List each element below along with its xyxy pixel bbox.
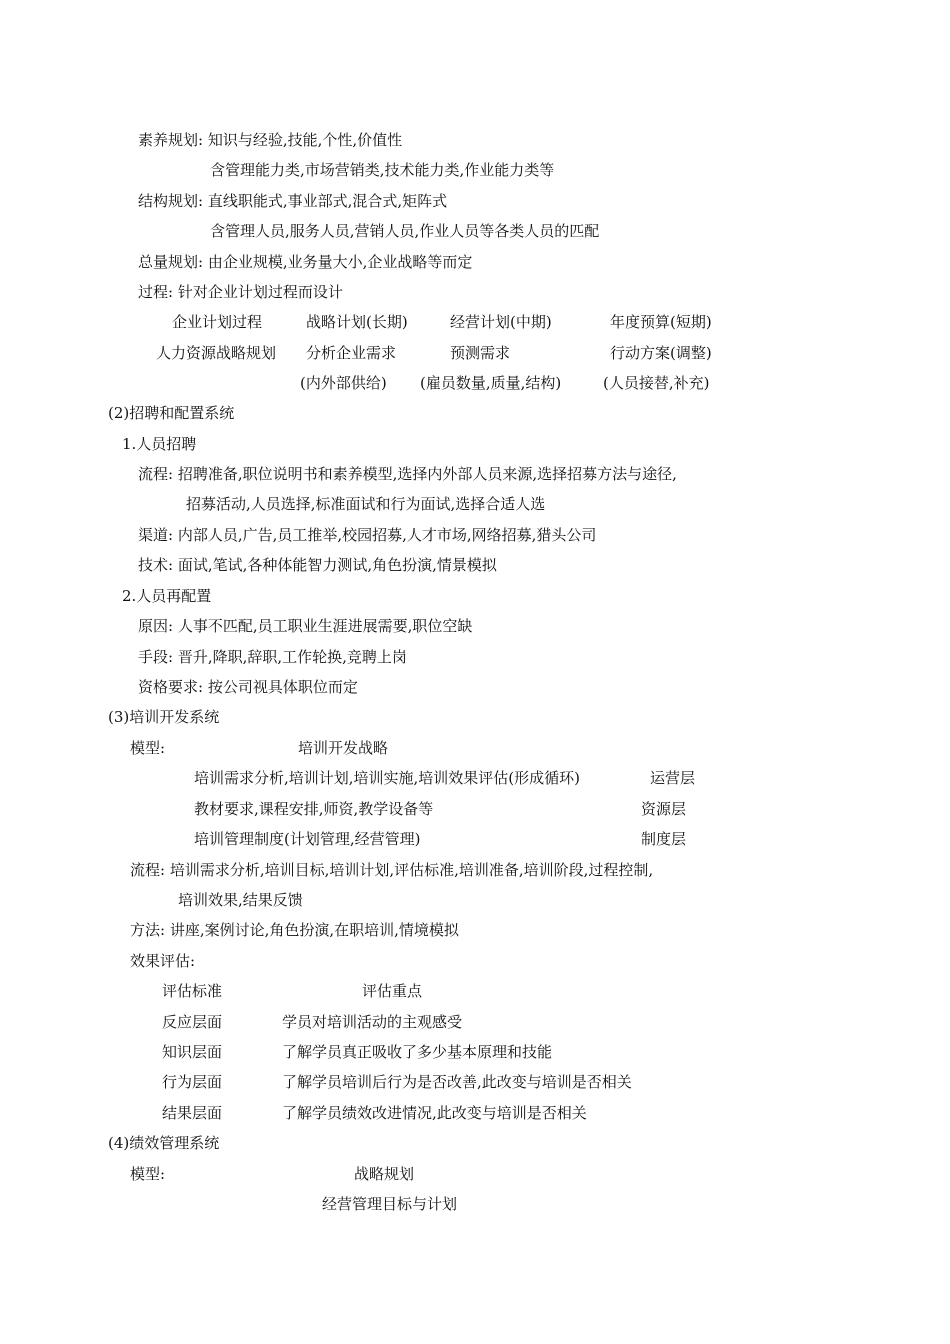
- training-process-line: 流程: 培训需求分析,培训目标,培训计划,评估标准,培训准备,培训阶段,过程控制,: [130, 861, 654, 879]
- layer-content: 培训需求分析,培训计划,培训实施,培训效果评估(形成循环): [194, 769, 581, 787]
- layer-name: 运营层: [650, 769, 696, 787]
- table-cell: 年度预算(短期): [610, 313, 712, 331]
- process-line: 过程: 针对企业计划过程而设计: [138, 283, 343, 301]
- table-cell: 了解学员绩效改进情况,此改变与培训是否相关: [282, 1104, 587, 1122]
- table-cell: 分析企业需求: [306, 344, 397, 362]
- table-cell: 行为层面: [162, 1073, 223, 1091]
- quality-planning-line: 素养规划: 知识与经验,技能,个性,价值性: [138, 131, 403, 149]
- subsection-heading: 2.人员再配置: [122, 587, 212, 605]
- model-label: 模型:: [130, 1165, 166, 1183]
- table-cell: 学员对培训活动的主观感受: [282, 1013, 463, 1031]
- table-header: 评估重点: [362, 982, 423, 1000]
- section-heading: (4)绩效管理系统: [108, 1134, 220, 1152]
- total-planning-line: 总量规划: 由企业规模,业务量大小,企业战略等而定: [138, 253, 473, 271]
- table-cell: 行动方案(调整): [610, 344, 712, 362]
- quality-planning-detail: 含管理能力类,市场营销类,技术能力类,作业能力类等: [210, 161, 555, 179]
- table-cell: (雇员数量,质量,结构): [420, 374, 562, 392]
- evaluation-label: 效果评估:: [130, 952, 196, 970]
- model-label: 模型:: [130, 739, 166, 757]
- layer-name: 制度层: [641, 830, 687, 848]
- section-heading: (2)招聘和配置系统: [108, 404, 235, 422]
- table-cell: 预测需求: [450, 344, 511, 362]
- structure-planning-detail: 含管理人员,服务人员,营销人员,作业人员等各类人员的匹配: [210, 222, 600, 240]
- training-strategy: 培训开发战略: [298, 739, 389, 757]
- table-cell: 经营计划(中期): [450, 313, 552, 331]
- table-cell: 了解学员真正吸收了多少基本原理和技能: [282, 1043, 553, 1061]
- table-cell: 人力资源战略规划: [156, 344, 277, 362]
- strategy-planning: 战略规划: [354, 1165, 415, 1183]
- recruit-process-line: 流程: 招聘准备,职位说明书和素养模型,选择内外部人员来源,选择招募方法与途径,: [138, 465, 677, 483]
- realloc-reason-line: 原因: 人事不匹配,员工职业生涯进展需要,职位空缺: [138, 617, 473, 635]
- table-cell: 反应层面: [162, 1013, 223, 1031]
- operating-goals: 经营管理目标与计划: [322, 1195, 458, 1213]
- section-heading: (3)培训开发系统: [108, 708, 220, 726]
- training-method-line: 方法: 讲座,案例讨论,角色扮演,在职培训,情境模拟: [130, 921, 459, 939]
- layer-name: 资源层: [641, 800, 687, 818]
- table-cell: 知识层面: [162, 1043, 223, 1061]
- training-process-continued: 培训效果,结果反馈: [178, 891, 303, 909]
- table-cell: 了解学员培训后行为是否改善,此改变与培训是否相关: [282, 1073, 632, 1091]
- layer-content: 教材要求,课程安排,师资,教学设备等: [194, 800, 434, 818]
- recruit-channel-line: 渠道: 内部人员,广告,员工推举,校园招募,人才市场,网络招募,猎头公司: [138, 526, 597, 544]
- realloc-means-line: 手段: 晋升,降职,辞职,工作轮换,竞聘上岗: [138, 648, 407, 666]
- table-cell: (内外部供给): [300, 374, 387, 392]
- realloc-qualification-line: 资格要求: 按公司视具体职位而定: [138, 678, 358, 696]
- table-cell: 战略计划(长期): [306, 313, 408, 331]
- table-cell: (人员接替,补充): [603, 374, 710, 392]
- table-header: 评估标准: [162, 982, 223, 1000]
- structure-planning-line: 结构规划: 直线职能式,事业部式,混合式,矩阵式: [138, 192, 448, 210]
- recruit-process-continued: 招募活动,人员选择,标准面试和行为面试,选择合适人选: [186, 495, 546, 513]
- layer-content: 培训管理制度(计划管理,经营管理): [194, 830, 421, 848]
- table-cell: 企业计划过程: [172, 313, 263, 331]
- recruit-technique-line: 技术: 面试,笔试,各种体能智力测试,角色扮演,情景模拟: [138, 556, 497, 574]
- subsection-heading: 1.人员招聘: [122, 435, 197, 453]
- table-cell: 结果层面: [162, 1104, 223, 1122]
